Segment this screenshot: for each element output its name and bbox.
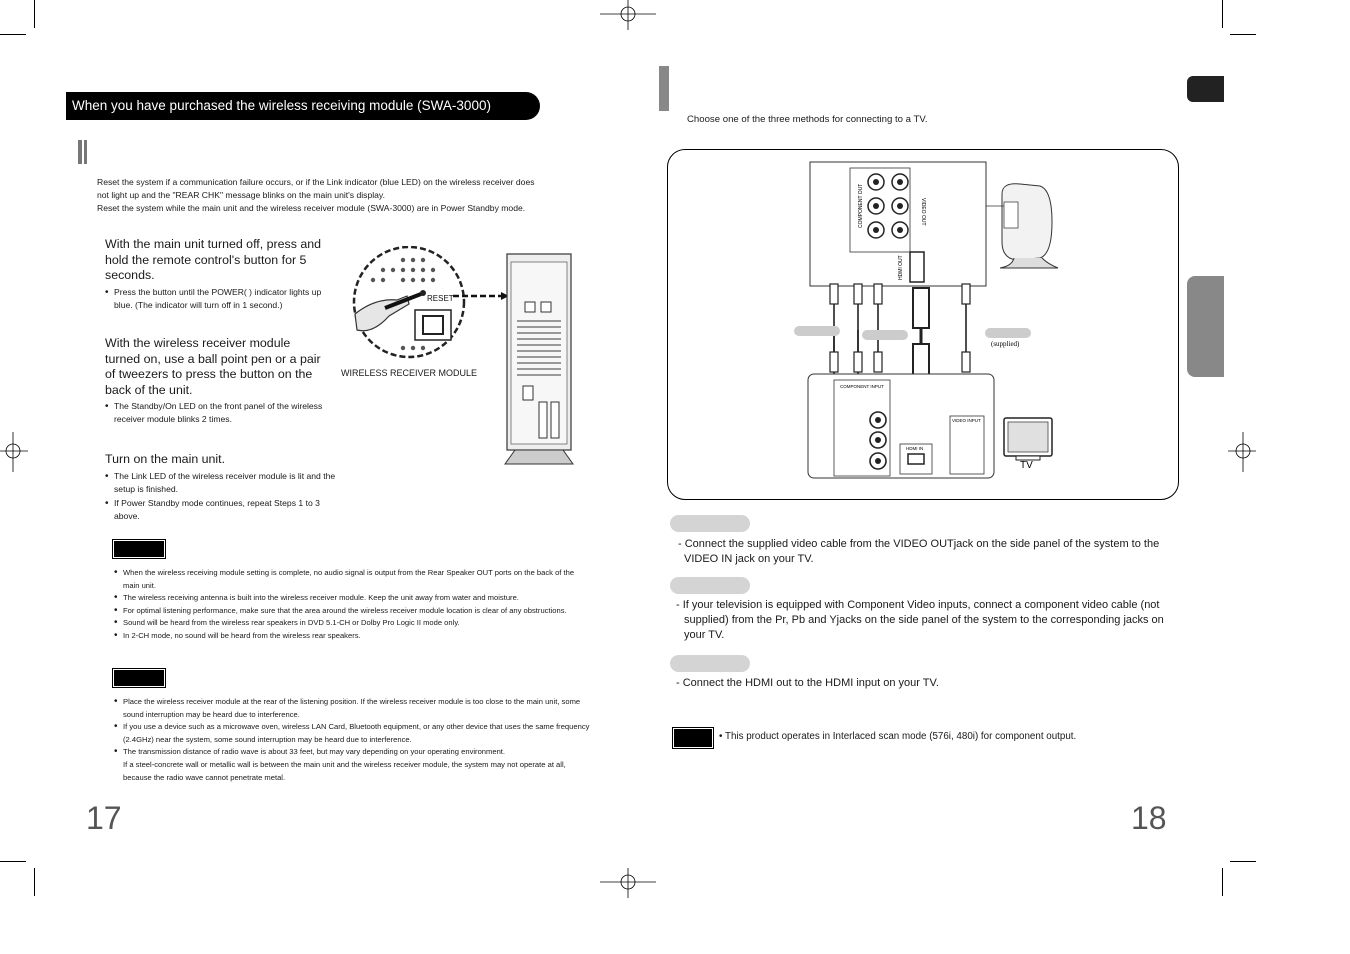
step-2-text: With the wireless receiver module turned on, use a ball point pen or a pair of tweezers to press the button on the back of the unit.: [105, 336, 321, 397]
intro-line: Reset the system while the main unit and the wireless receiver module (SWA-3000) are in Power Standby mode.: [97, 203, 526, 213]
section-banner: When you have purchased the wireless receiving module (SWA-3000): [66, 92, 540, 120]
note-item: • In 2-CH mode, no sound will be heard from the wireless rear speakers.: [114, 630, 592, 643]
tv-label: TV: [1020, 460, 1033, 471]
step-1-text: With the main unit turned off, press and hold the remote control's button for 5 seconds.: [105, 237, 322, 282]
note-item: • When the wireless receiving module setting is complete, no audio signal is output from the Rear Speaker OUT ports on the back of the main unit.: [114, 567, 592, 592]
step-3-text: Turn on the main unit.: [105, 452, 226, 466]
connection-diagram: [790, 158, 1070, 488]
registration-mark-top: [600, 0, 656, 32]
step-2: [105, 336, 327, 426]
registration-mark-left: [0, 432, 28, 472]
method-3-pill: [670, 655, 750, 672]
intro-line: Reset the system if a communication failure occurs, or if the Link indicator (blue LED) on the wireless receiver does: [97, 177, 535, 187]
hdmi-cable-pill: [862, 330, 908, 340]
main-unit-illustration: [986, 184, 1058, 268]
supplied-label: (supplied): [991, 340, 1020, 348]
registration-mark-right: [1228, 432, 1256, 472]
heading-bar: [84, 140, 87, 164]
method-1-text: - Connect the supplied video cable from the VIDEO OUTjack on the side panel of the system to the VIDEO IN jack on your TV.: [678, 538, 1160, 565]
module-caption: WIRELESS RECEIVER MODULE: [341, 368, 478, 378]
reset-intro: [97, 176, 577, 215]
component-out-label: COMPONENT OUT: [858, 183, 864, 228]
hdmi-out-label: HDMI OUT: [898, 255, 904, 280]
note-item: • The wireless receiving antenna is built into the wireless receiver module. Keep the unit away from water and moisture.: [114, 592, 592, 605]
component-input-label: COMPONENT INPUT: [840, 384, 884, 389]
chapter-tab: [1187, 76, 1224, 102]
note-item: • The transmission distance of radio wave is about 33 feet, but may vary depending on your operating environment.: [114, 746, 592, 759]
method-2-text: - If your television is equipped with Component Video inputs, connect a component video cable (not supplied) from the Pr, Pb and Yjacks on the side panel of the system to the corresponding jacks on your TV.: [676, 599, 1164, 641]
connect-intro: Choose one of the three methods for connecting to a TV.: [687, 114, 928, 125]
video-input-label: VIDEO INPUT: [952, 418, 981, 423]
hdmi-in-label: HDMI IN: [906, 446, 924, 451]
video-out-label: VIDEO OUT: [920, 198, 926, 226]
method-2-pill: [670, 577, 750, 594]
step-3-bullet: • If Power Standby mode continues, repeat Steps 1 to 3 above.: [105, 497, 336, 523]
step-1-bullet: • Press the button until the POWER( ) indicator lights up blue. (The indicator will turn off in 1 second.): [105, 286, 340, 312]
reset-illustration: [345, 246, 575, 471]
reset-label: RESET: [427, 294, 454, 303]
note-item-continued: If a steel-concrete wall or metallic wall is between the main unit and the wireless receiver module, the system may not operate at all, because the radio wave cannot penetrate metal.: [123, 759, 566, 782]
page-number-left: 17: [86, 800, 122, 836]
component-cable-pill: [794, 326, 840, 336]
registration-mark-bottom: [600, 868, 656, 900]
method-1-pill: [670, 515, 750, 532]
note-icon: [112, 539, 166, 559]
note-item: • If you use a device such as a microwave oven, wireless LAN Card, Bluetooth equipment, or any other device that uses the same frequency (2.4GHz) near the system, some sound interruption may be heard due to interference.: [114, 721, 592, 746]
page-number-right: 18: [1131, 800, 1167, 836]
note-item: • Sound will be heard from the wireless rear speakers in DVD 5.1-CH or Dolby Pro Logic II mode only.: [114, 617, 592, 630]
step-1: [105, 237, 340, 312]
heading-bar: [659, 66, 669, 111]
scan-mode-note: • This product operates in Interlaced scan mode (576i, 480i) for component output.: [719, 731, 1077, 742]
notes-list-2: [114, 696, 592, 784]
note-item: • For optimal listening performance, make sure that the area around the wireless receiver module location is clear of any obstructions.: [114, 605, 592, 618]
tv-icon: [1004, 418, 1052, 460]
intro-line: not light up and the "REAR CHK" message blinks on the main unit's display.: [97, 190, 385, 200]
side-tab: [1187, 276, 1224, 377]
notes-list-1: [114, 567, 592, 643]
step-2-bullet: • The Standby/On LED on the front panel of the wireless receiver module blinks 2 times.: [105, 400, 324, 426]
step-3: [105, 452, 337, 523]
video-cable-pill: [985, 328, 1031, 338]
caution-icon: [112, 668, 166, 688]
note-item: • Place the wireless receiver module at the rear of the listening position. If the wireless receiver module is too close to the main unit, some sound interruption may be heard due to interference.: [114, 696, 592, 721]
step-3-bullet: • The Link LED of the wireless receiver module is lit and the setup is finished.: [105, 470, 336, 496]
note-icon: [672, 727, 714, 749]
method-3-text: - Connect the HDMI out to the HDMI input on your TV.: [676, 677, 939, 689]
heading-bar: [78, 140, 82, 164]
